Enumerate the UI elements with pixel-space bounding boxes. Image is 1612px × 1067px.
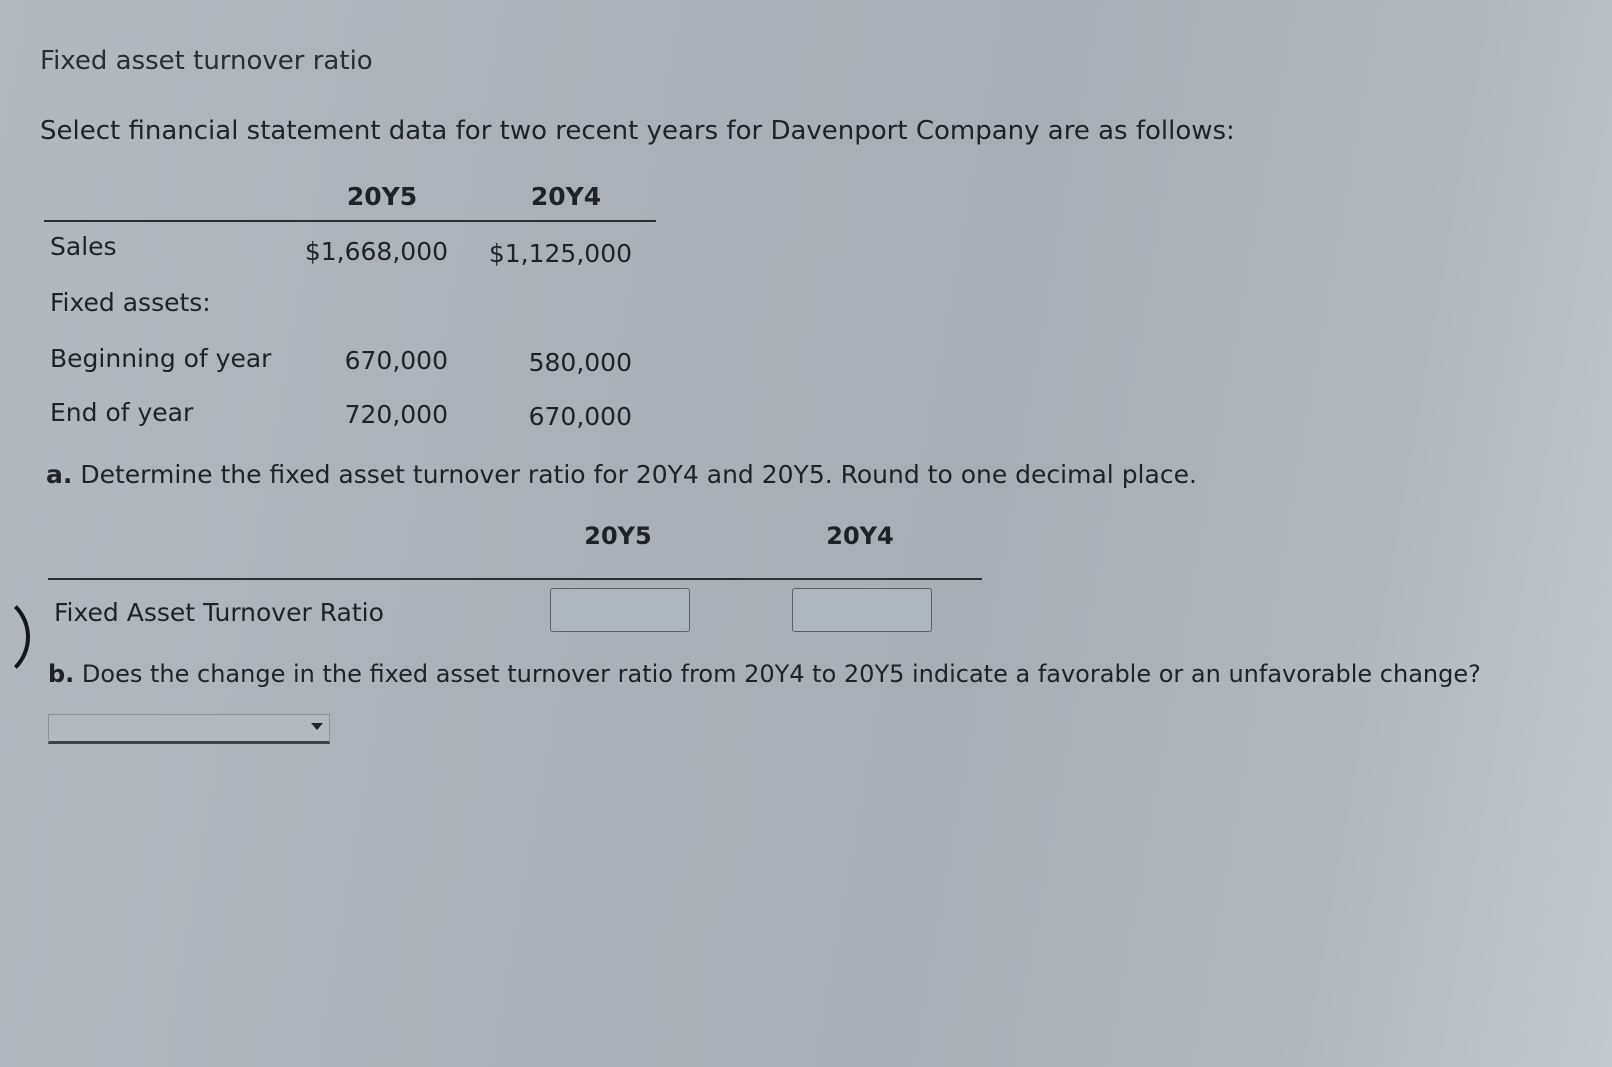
- answer-header-20y5: 20Y5: [584, 522, 652, 550]
- row-label-beginning-of-year: Beginning of year: [50, 344, 272, 373]
- row-label-end-of-year: End of year: [50, 398, 194, 427]
- part-a-prefix: a.: [46, 460, 73, 489]
- part-b-question: [48, 660, 1481, 688]
- change-dropdown[interactable]: [48, 714, 330, 744]
- header-rule: [44, 220, 656, 222]
- answer-header-20y4: 20Y4: [826, 522, 894, 550]
- intro-text: Select financial statement data for two recent years for Davenport Company are as follows:: [40, 116, 1235, 146]
- row-label-sales: Sales: [50, 232, 117, 261]
- part-b-prefix: b.: [48, 660, 75, 688]
- part-a-question: [46, 460, 1197, 489]
- answer-header-rule: [48, 578, 982, 580]
- cell-beginning-20y4: 580,000: [528, 348, 632, 377]
- answer-row-label: Fixed Asset Turnover Ratio: [54, 598, 384, 627]
- cell-end-20y5: 720,000: [344, 400, 448, 429]
- bracket-decoration: [0, 592, 30, 682]
- ratio-input-20y4[interactable]: [792, 588, 932, 632]
- ratio-input-20y5[interactable]: [550, 588, 690, 632]
- cell-end-20y4: 670,000: [528, 402, 632, 431]
- column-header-20y5: 20Y5: [346, 182, 418, 211]
- part-a-text: Determine the fixed asset turnover ratio for 20Y4 and 20Y5. Round to one decimal place.: [72, 460, 1197, 489]
- column-header-20y4: 20Y4: [530, 182, 602, 211]
- problem-title: Fixed asset turnover ratio: [40, 46, 373, 76]
- row-label-fixed-assets: Fixed assets:: [50, 288, 211, 317]
- cell-sales-20y4: $1,125,000: [488, 239, 632, 268]
- part-b-text: Does the change in the fixed asset turnover ratio from 20Y4 to 20Y5 indicate a favorable or an unfavorable change?: [74, 660, 1481, 688]
- cell-sales-20y5: $1,668,000: [304, 237, 448, 266]
- cell-beginning-20y5: 670,000: [344, 346, 448, 375]
- chevron-down-icon[interactable]: [311, 723, 323, 730]
